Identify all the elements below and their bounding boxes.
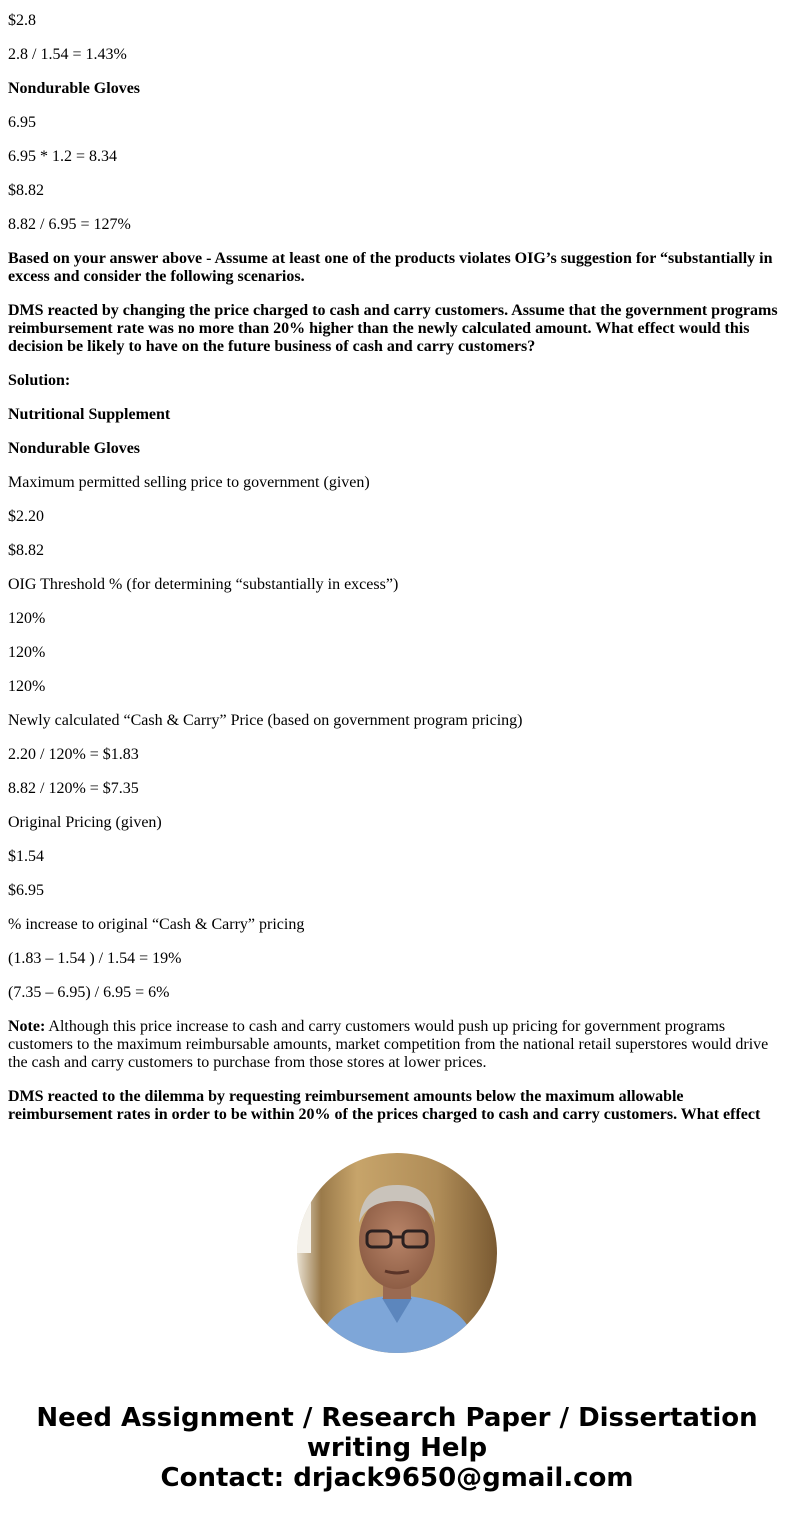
text-paragraph: OIG Threshold % (for determining “substantially in excess”): [8, 576, 399, 593]
text-paragraph: 8.82 / 120% = $7.35: [8, 780, 139, 797]
text-paragraph: 8.82 / 6.95 = 127%: [8, 216, 131, 233]
text-paragraph: Maximum permitted selling price to government (given): [8, 474, 370, 491]
promo-banner: [0, 1123, 794, 1523]
text-paragraph: 120%: [8, 610, 46, 627]
text-paragraph: 6.95: [8, 114, 36, 131]
note-label: Note:: [8, 1018, 46, 1035]
text-paragraph: $2.20: [8, 508, 44, 525]
heading-paragraph: DMS reacted by changing the price charged to cash and carry customers. Assume that the government programs reimbursement rate was no more than 20% higher than the newly calculated amount. What effect would this decision be likely to have on the future business of cash and carry customers?: [8, 302, 778, 355]
heading-paragraph: Nondurable Gloves: [8, 80, 141, 97]
text-paragraph: Newly calculated “Cash & Carry” Price (based on government program pricing): [8, 712, 523, 729]
text-paragraph: $8.82: [8, 542, 44, 559]
text-paragraph: Original Pricing (given): [8, 814, 162, 831]
text-paragraph: 6.95 * 1.2 = 8.34: [8, 148, 118, 165]
text-paragraph: $2.8: [8, 12, 36, 29]
text-paragraph: $1.54: [8, 848, 44, 865]
note-text: Although this price increase to cash and carry customers would push up pricing for government programs customers to the maximum reimbursable amounts, market competition from the national retail superstores would drive the cash and carry customers to purchase from those stores at lower prices.: [8, 1018, 769, 1071]
text-paragraph: (7.35 – 6.95) / 6.95 = 6%: [8, 984, 170, 1001]
text-paragraph: 2.20 / 120% = $1.83: [8, 746, 139, 763]
promo-text: [0, 1403, 794, 1493]
note-paragraph: [8, 1018, 786, 1072]
text-paragraph: % increase to original “Cash & Carry” pricing: [8, 916, 305, 933]
text-paragraph: $8.82: [8, 182, 44, 199]
promo-line-1: Need Assignment / Research Paper / Dissertation: [36, 1403, 758, 1433]
heading-paragraph: Nutritional Supplement: [8, 406, 171, 423]
promo-line-2: writing Help: [306, 1433, 488, 1463]
heading-paragraph: Based on your answer above - Assume at least one of the products violates OIG’s suggestion for “substantially in excess and consider the following scenarios.: [8, 250, 773, 285]
text-paragraph: 2.8 / 1.54 = 1.43%: [8, 46, 127, 63]
text-paragraph: $6.95: [8, 882, 44, 899]
heading-paragraph: Nondurable Gloves: [8, 440, 141, 457]
text-paragraph: 120%: [8, 678, 46, 695]
heading-paragraph: Solution:: [8, 372, 71, 389]
author-photo: [297, 1153, 497, 1353]
text-paragraph: 120%: [8, 644, 46, 661]
promo-contact: Contact: drjack9650@gmail.com: [160, 1463, 634, 1493]
text-paragraph: (1.83 – 1.54 ) / 1.54 = 19%: [8, 950, 182, 967]
question-paragraph: DMS reacted to the dilemma by requesting reimbursement amounts below the maximum allowable reimbursement rates in order to be within 20% of the prices charged to cash and carry customers. What effect: [8, 1088, 761, 1123]
